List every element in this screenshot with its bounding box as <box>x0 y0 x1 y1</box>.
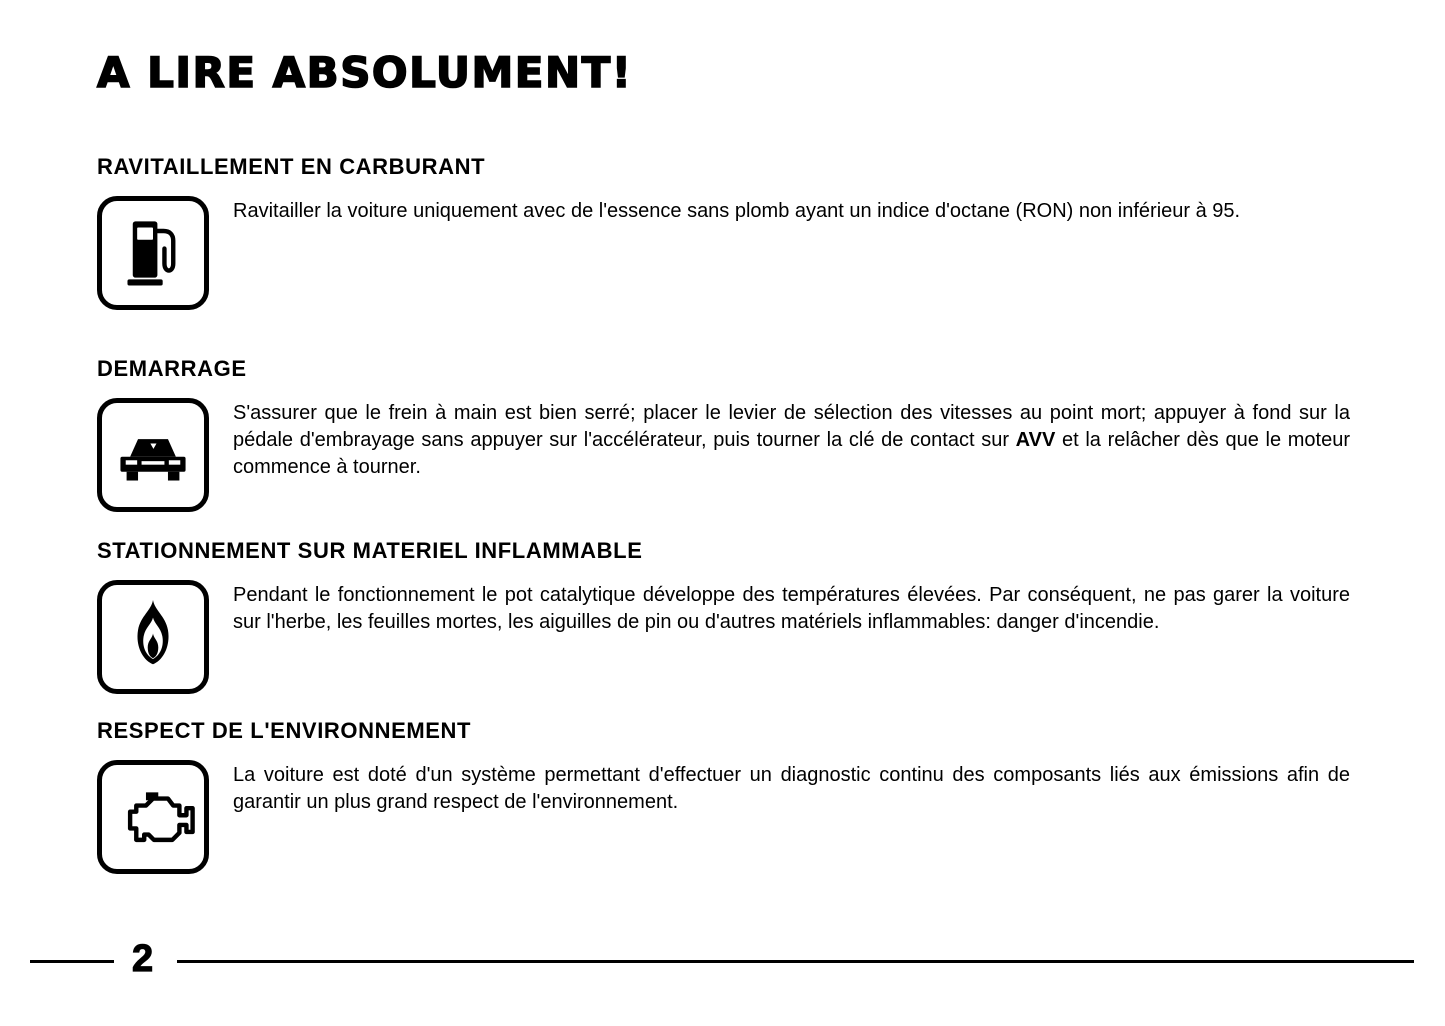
section-parking-text: Pendant le fonctionnement le pot catalytique développe des températures élevées. Par conséquent, ne pas garer la voiture sur l'herbe, les feuilles mortes, les aiguilles de pin ou d'autres matériels inflammables: danger d'incendie. <box>233 584 1350 634</box>
avv-key-label: AVV <box>1015 429 1056 452</box>
page-footer <box>30 938 1414 984</box>
section-fuel <box>97 154 1350 310</box>
section-environment-heading: RESPECT DE L'ENVIRONNEMENT <box>97 718 472 744</box>
section-fuel-heading: RAVITAILLEMENT EN CARBURANT <box>97 154 486 180</box>
section-parking-row <box>97 580 1350 694</box>
page-number: 2 <box>132 938 154 980</box>
section-environment-text: La voiture est doté d'un système permettant d'effectuer un diagnostic continu des composants liés aux émissions afin de garantir un plus grand respect de l'environnement. <box>233 764 1350 814</box>
section-parking-heading: STATIONNEMENT SUR MATERIEL INFLAMMABLE <box>97 538 643 564</box>
footer-rule-left <box>30 960 114 963</box>
engine-icon <box>97 760 209 874</box>
section-fuel-row <box>97 196 1350 310</box>
section-start-text <box>233 400 1350 481</box>
footer-rule-right <box>177 960 1414 963</box>
section-start-row <box>97 398 1350 512</box>
start-text-before: S'assurer que le frein à main est bien serré; placer le levier de sélection des vitesses au point mort; appuyer à fond sur la pédale d'embrayage sans appuyer sur l'accélérateur, puis tourner la clé de contact sur <box>233 402 1350 452</box>
flame-icon <box>97 580 209 694</box>
section-environment-row <box>97 760 1350 874</box>
section-start-heading: DEMARRAGE <box>97 356 247 382</box>
page-title: A LIRE ABSOLUMENT! <box>97 48 633 97</box>
start-text-after: et la relâcher dès que le moteur commence à tourner. <box>233 429 1350 479</box>
section-start <box>97 356 1350 512</box>
car-icon <box>97 398 209 512</box>
section-fuel-text: Ravitailler la voiture uniquement avec de l'essence sans plomb ayant un indice d'octane (RON) non inférieur à 95. <box>233 200 1241 223</box>
section-environment <box>97 718 1350 874</box>
section-parking <box>97 538 1350 694</box>
fuel-pump-icon <box>97 196 209 310</box>
